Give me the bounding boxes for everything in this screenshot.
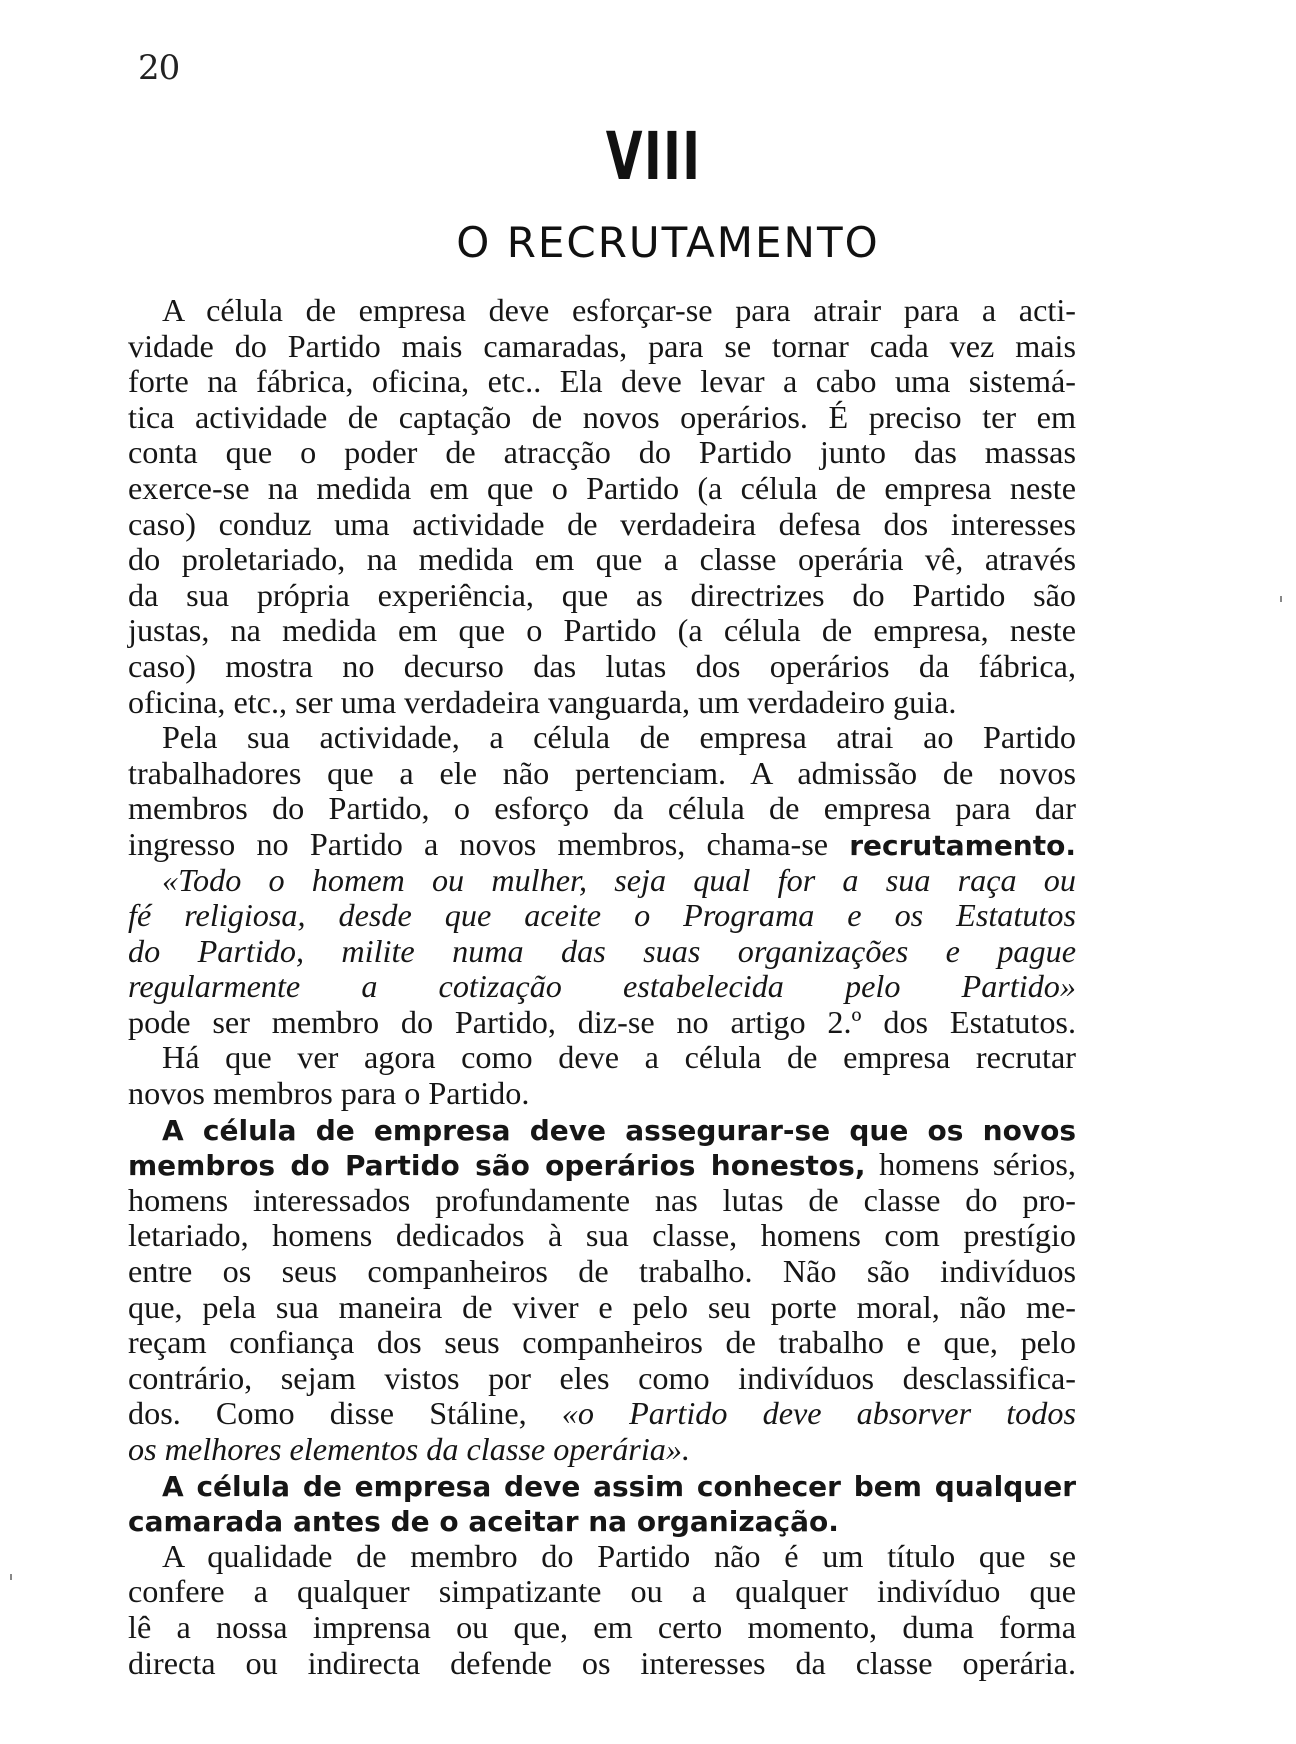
italic-text: «Todo o homem ou mulher, seja qual for a sua raça ou: [162, 861, 1076, 898]
text-line: [128, 400, 1076, 436]
text-line: [128, 1290, 1076, 1326]
text-segment: A célula de empresa deve esforçar-se para atrair para a acti-: [162, 292, 1076, 328]
text-line: [128, 1254, 1076, 1290]
italic-text: regularmente a cotização estabelecida pelo Partido»: [128, 968, 1076, 1005]
text-segment: membros do Partido, o esforço da célula de empresa para dar: [128, 790, 1076, 827]
text-segment: forte na fábrica, oficina, etc.. Ela deve levar a cabo uma sistemá-: [128, 363, 1076, 400]
text-line: [128, 1218, 1076, 1254]
text-segment: Há que ver agora como deve a célula de empresa recrutar: [162, 1039, 1076, 1076]
text-line: [128, 934, 1076, 970]
text-line: [128, 1610, 1076, 1646]
text-segment: directa ou indirecta defende os interesses da classe operária.: [128, 1644, 1076, 1681]
text-line: [128, 1183, 1076, 1219]
text-segment: homens interessados profundamente nas lutas de classe do pro-: [128, 1181, 1076, 1218]
text-line: [128, 613, 1076, 649]
text-line: [128, 542, 1076, 578]
text-segment: letariado, homens dedicados à sua classe, homens com prestígio: [128, 1217, 1076, 1254]
italic-text: fé religiosa, desde que aceite o Programa e os Estatutos: [128, 897, 1076, 934]
text-line: [128, 1147, 1076, 1183]
text-segment: pode ser membro do Partido, diz-se no artigo 2.º dos Estatutos.: [128, 1003, 1076, 1040]
text-segment: lê a nossa imprensa ou que, em certo momento, duma forma: [128, 1608, 1076, 1645]
bold-text: A célula de empresa deve assim conhecer bem qualquer: [162, 1469, 1076, 1503]
text-segment: A qualidade de membro do Partido não é um título que se: [162, 1537, 1076, 1574]
text-segment: justas, na medida em que o Partido (a célula de empresa, neste: [128, 612, 1076, 649]
text-line: [128, 364, 1076, 400]
text-line: [128, 1539, 1076, 1575]
text-line: [128, 1396, 1076, 1432]
bold-text: camarada antes de o aceitar na organização.: [128, 1505, 839, 1539]
text-segment: exerce-se na medida em que o Partido (a célula de empresa neste: [128, 469, 1076, 506]
text-line: [128, 685, 1076, 721]
chapter-number: VIII: [605, 118, 702, 195]
bold-text: A célula de empresa deve assegurar-se que os novos: [162, 1113, 1076, 1147]
text-line: [128, 435, 1076, 471]
text-segment: Pela sua actividade, a célula de empresa atrai ao Partido: [162, 719, 1076, 756]
bold-text: membros do Partido são operários honestos,: [128, 1149, 866, 1183]
text-segment: homens sérios,: [865, 1146, 1076, 1183]
text-line: [128, 898, 1076, 934]
text-line: [128, 1076, 1076, 1112]
text-segment: trabalhadores que a ele não pertenciam. A admissão de novos: [128, 754, 1076, 791]
text-line: [128, 329, 1076, 365]
page-number: 20: [138, 48, 180, 88]
text-line: [128, 578, 1076, 614]
text-line: [128, 756, 1076, 792]
text-segment: confere a qualquer simpatizante ou a qualquer indivíduo que: [128, 1573, 1076, 1610]
text-line: [128, 649, 1076, 685]
text-segment: do proletariado, na medida em que a classe operária vê, através: [128, 541, 1076, 578]
text-line: [128, 1361, 1076, 1397]
italic-text: os melhores elementos da classe operária».: [128, 1431, 691, 1467]
text-line: [128, 827, 1076, 863]
body-text: [128, 293, 1076, 1681]
text-line: [128, 1646, 1076, 1682]
text-segment: ingresso no Partido a novos membros, chama-se: [128, 825, 850, 862]
text-line: [128, 791, 1076, 827]
bold-text: recrutamento.: [849, 828, 1076, 862]
margin-mark: [1280, 596, 1282, 602]
text-segment: caso) conduz uma actividade de verdadeira defesa dos interesses: [128, 505, 1076, 542]
text-line: [128, 1112, 1076, 1148]
text-line: [128, 1005, 1076, 1041]
text-line: [128, 720, 1076, 756]
text-segment: caso) mostra no decurso das lutas dos operários da fábrica,: [128, 647, 1076, 684]
text-line: [128, 863, 1076, 899]
text-segment: contrário, sejam vistos por eles como indivíduos desclassifica-: [128, 1359, 1076, 1396]
text-line: [128, 1040, 1076, 1076]
text-segment: dos. Como disse Stáline,: [128, 1395, 562, 1432]
text-segment: conta que o poder de atracção do Partido junto das massas: [128, 434, 1076, 471]
italic-text: «o Partido deve absorver todos: [561, 1395, 1076, 1432]
text-segment: oficina, etc., ser uma verdadeira vanguarda, um verdadeiro guia.: [128, 683, 957, 720]
text-line: [128, 1468, 1076, 1504]
chapter-title: O RECRUTAMENTO: [456, 218, 880, 267]
text-line: [128, 969, 1076, 1005]
text-segment: tica actividade de captação de novos operários. É preciso ter em: [128, 398, 1076, 435]
text-line: [128, 1432, 1076, 1468]
text-segment: reçam confiança dos seus companheiros de trabalho e que, pelo: [128, 1324, 1076, 1361]
text-line: [128, 471, 1076, 507]
italic-text: do Partido, milite numa das suas organizações e pague: [128, 932, 1076, 969]
text-line: [128, 1503, 1076, 1539]
text-segment: da sua própria experiência, que as directrizes do Partido são: [128, 576, 1076, 613]
margin-mark: [10, 1574, 12, 1580]
text-line: [128, 1574, 1076, 1610]
text-line: [128, 293, 1076, 329]
text-segment: vidade do Partido mais camaradas, para se tornar cada vez mais: [128, 327, 1076, 364]
text-line: [128, 1325, 1076, 1361]
text-segment: que, pela sua maneira de viver e pelo seu porte moral, não me-: [128, 1288, 1076, 1325]
text-segment: entre os seus companheiros de trabalho. Não são indivíduos: [128, 1253, 1076, 1290]
text-segment: novos membros para o Partido.: [128, 1075, 530, 1112]
text-line: [128, 507, 1076, 543]
